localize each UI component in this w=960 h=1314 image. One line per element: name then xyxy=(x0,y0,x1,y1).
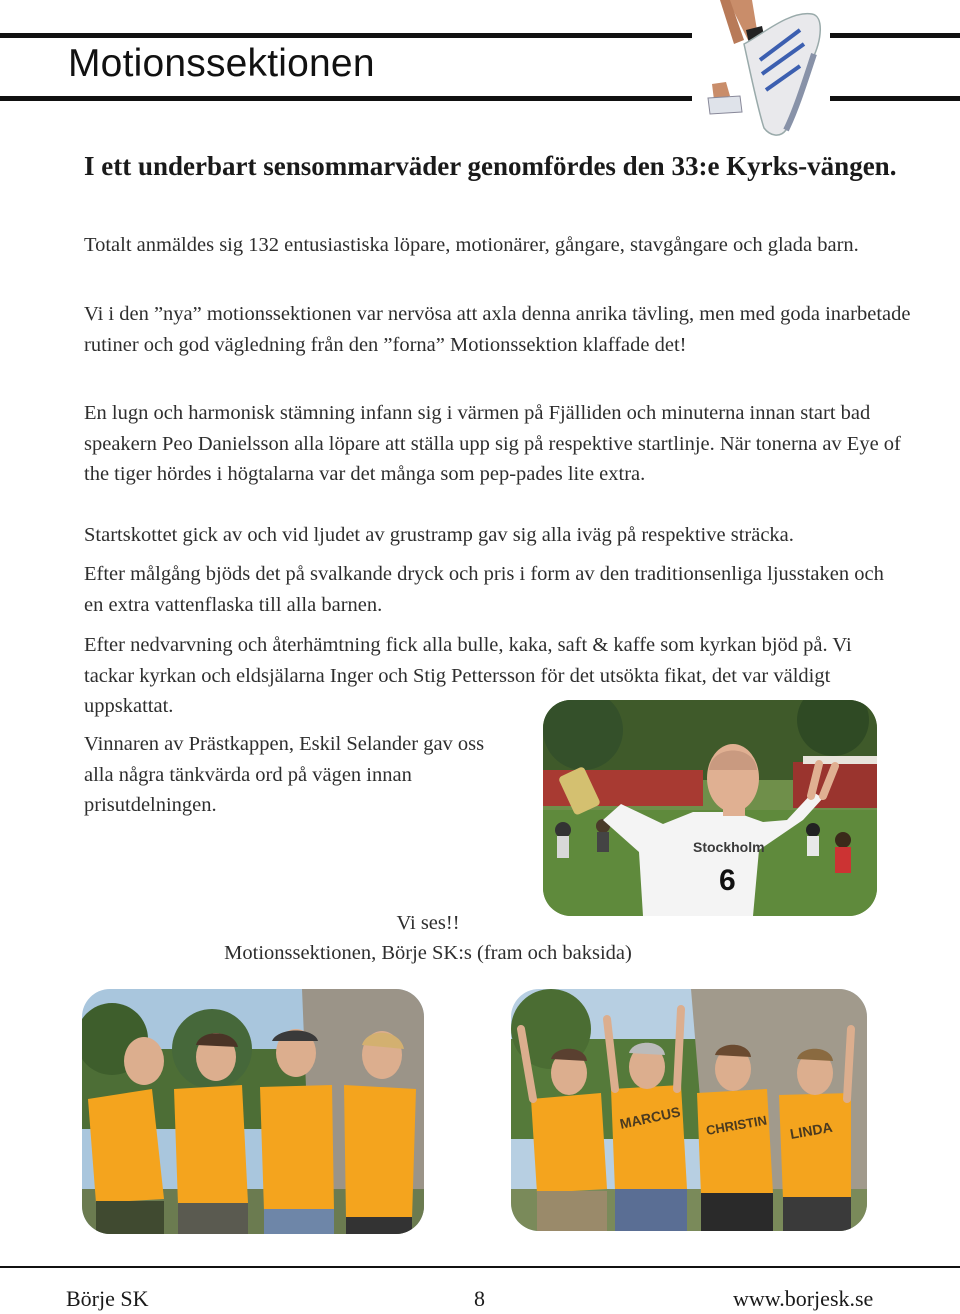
paragraph-start: Startskottet gick av och vid ljudet av grustramp gav sig alla iväg på respektive sträcka. xyxy=(84,524,794,546)
group-photo-back xyxy=(511,989,867,1231)
paragraph-winner: Vinnaren av Prästkappen, Eskil Selander gav oss alla några tänkvärda ord på vägen innan prisutdelningen. xyxy=(84,733,485,816)
header-bottom-rule xyxy=(0,96,692,101)
footer-rule xyxy=(0,1266,960,1268)
article-headline: I ett underbart sensommarväder genomfördes den 33:e Kyrks-vängen. xyxy=(84,151,897,181)
header-top-rule xyxy=(0,33,692,38)
paragraph-new-section: Vi i den ”nya” motionssektionen var nervösa att axla denna anrika tävling, men med goda inarbetade rutiner och god vägledning från den ”forna” Motionssektion klaffade det! xyxy=(84,303,911,356)
header-top-rule-right xyxy=(830,33,960,38)
paragraph-fika: Efter nedvarvning och återhämtning fick alla bulle, kaka, saft & kaffe som kyrkan bjöd på. Vi tackar kyrkan och eldsjälarna Inger och Stig Pettersson för det utsökta fikat, det var väldigt uppskattat. xyxy=(84,634,852,717)
running-shoe-icon xyxy=(700,0,830,140)
header-bottom-rule-right xyxy=(830,96,960,101)
shirt-name-2: CHRISTIN xyxy=(704,1112,768,1138)
page-title: Motionssektionen xyxy=(68,42,375,85)
group-photo-front xyxy=(82,989,424,1234)
shirt-number: 6 xyxy=(719,864,736,897)
svg-text:Stockholm: Stockholm xyxy=(693,839,765,855)
paragraph-participants: Totalt anmäldes sig 132 entusiastiska löpare, motionärer, gångare, stavgångare och glada barn. xyxy=(84,234,859,256)
shirt-name-1: MARCUS xyxy=(618,1103,682,1132)
footer-left: Börje SK xyxy=(66,1286,149,1311)
footer-page-number: 8 xyxy=(474,1286,485,1311)
footer-website-link[interactable]: www.borjesk.se xyxy=(733,1286,874,1311)
shirt-name-3: LINDA xyxy=(788,1118,834,1142)
paragraph-atmosphere: En lugn och harmonisk stämning infann sig i värmen på Fjälliden och minuterna innan start bad speakern Peo Danielsson alla löpare att ställa upp sig på respektive startlinje. När tonerna av Eye of the tiger hördes i högtalarna var det många som pep-pades lite extra. xyxy=(84,402,901,485)
winner-photo xyxy=(543,700,877,916)
signature: Motionssektionen, Börje SK:s (fram och baksida) xyxy=(224,942,632,964)
sign-off: Vi ses!! xyxy=(396,912,460,934)
paragraph-finish: Efter målgång bjöds det på svalkande dryck och pris i form av den traditionsenliga ljusstaken och en extra vattenflaska till alla barnen. xyxy=(84,563,884,616)
